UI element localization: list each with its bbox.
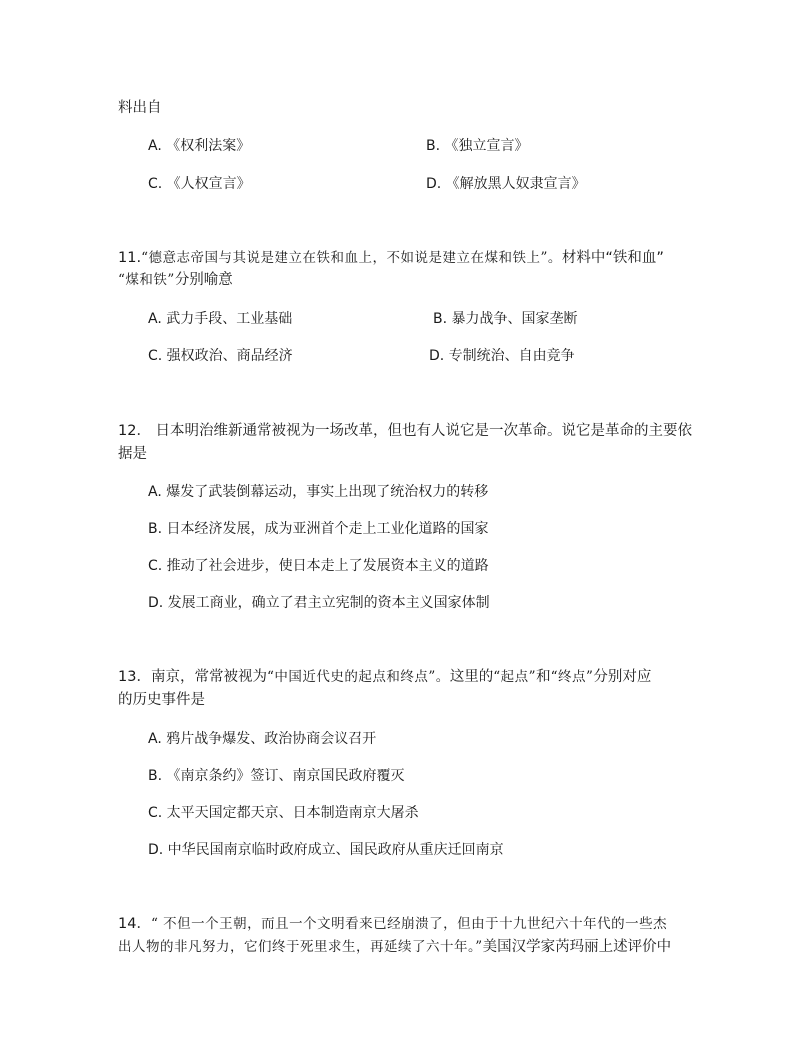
q13-quote: “中国近代史的起点和终点”。 xyxy=(266,669,450,685)
q13-stem-suffix: 分别对应 xyxy=(593,669,652,685)
q11-option-b: B. 暴力战争、国家垄断 xyxy=(433,311,578,327)
q14-stem-line2 xyxy=(118,937,671,957)
q12-option-a: A. 爆发了武装倒幕运动，事实上出现了统治权力的转移 xyxy=(148,484,489,500)
q13-option-d: D. 中华民国南京临时政府成立、国民政府从重庆迁回南京 xyxy=(148,842,504,858)
q13-stem-and: 和 xyxy=(536,669,551,685)
q11-stem-line2-suffix: 分别喻意 xyxy=(174,272,233,288)
q12-stem-line1: 12． 日本明治维新通常被视为一场改革，但也有人说它是一次革命。说它是革命的主要依 xyxy=(118,423,693,439)
q14-stem-line1 xyxy=(118,914,667,934)
q13-quote-start: “起点” xyxy=(493,669,537,685)
q11-quote-2: “煤和铁” xyxy=(118,272,175,288)
q10-option-d: D. 《解放黑人奴隶宣言》 xyxy=(426,176,586,192)
q14-stem-suffix: 美国汉学家芮玛丽上述评价中 xyxy=(482,939,672,955)
q11-option-a: A. 武力手段、工业基础 xyxy=(148,311,293,327)
q13-stem-line2: 的历史事件是 xyxy=(118,692,205,708)
q13-stem-line1 xyxy=(118,667,651,687)
q11-stem-line2 xyxy=(118,270,233,290)
q11-option-c: C. 强权政治、商品经济 xyxy=(148,348,293,364)
q13-option-b: B. 《南京条约》签订、南京国民政府覆灭 xyxy=(148,768,405,784)
q11-number: 11. xyxy=(118,250,142,266)
q12-option-d: D. 发展工商业，确立了君主立宪制的资本主义国家体制 xyxy=(148,595,490,611)
q13-stem-prefix: 13．南京，常常被视为 xyxy=(118,669,267,685)
q13-stem-mid: 这里的 xyxy=(449,669,494,685)
q13-quote-end: “终点” xyxy=(550,669,594,685)
q10-option-a: A. 《权利法案》 xyxy=(148,138,251,154)
q13-option-c: C. 太平天国定都天京、日本制造南京大屠杀 xyxy=(148,805,419,821)
q10-stem-tail: 料出自 xyxy=(118,100,162,116)
q14-number: 14． xyxy=(118,916,151,932)
q11-quote: “德意志帝国与其说是建立在铁和血上，不如说是建立在煤和铁上”。 xyxy=(141,250,562,266)
q14-quote-2: 出人物的非凡努力，它们终于死里求生，再延续了六十年。” xyxy=(118,939,483,955)
q11-stem-line1 xyxy=(118,248,664,268)
q12-stem-line2: 据是 xyxy=(118,446,147,462)
q11-stem-suffix: 材料中“铁和血” xyxy=(561,250,664,266)
q12-option-b: B. 日本经济发展，成为亚洲首个走上工业化道路的国家 xyxy=(148,521,489,537)
q12-option-c: C. 推动了社会进步，使日本走上了发展资本主义的道路 xyxy=(148,558,489,574)
q13-option-a: A. 鸦片战争爆发、政治协商会议召开 xyxy=(148,731,377,747)
q14-quote: “ 不但一个王朝，而且一个文明看来已经崩溃了，但由于十九世纪六十年代的一些杰 xyxy=(150,916,668,932)
q10-option-b: B. 《独立宣言》 xyxy=(426,138,529,154)
q10-option-c: C. 《人权宣言》 xyxy=(148,176,251,192)
q11-option-d: D. 专制统治、自由竞争 xyxy=(429,348,575,364)
